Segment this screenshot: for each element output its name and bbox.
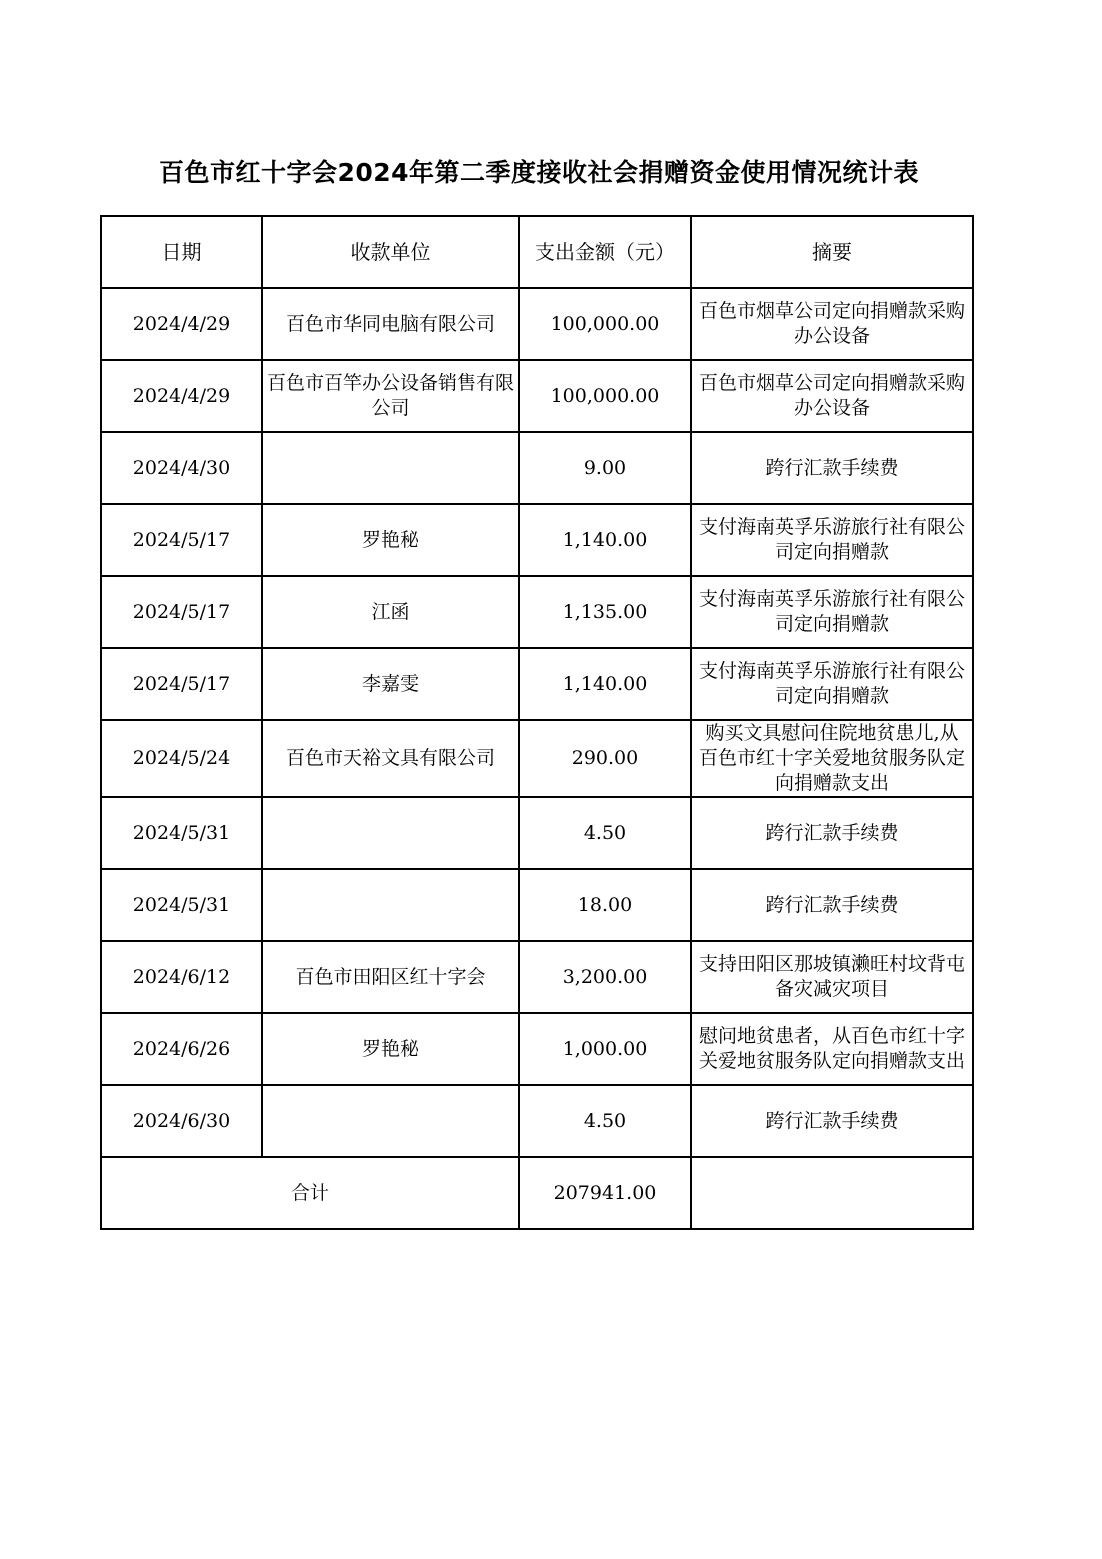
table-row bbox=[101, 1013, 973, 1085]
cell-date: 2024/5/24 bbox=[101, 720, 262, 797]
cell-date: 2024/6/26 bbox=[101, 1013, 262, 1085]
header-amount: 支出金额（元） bbox=[519, 216, 691, 288]
total-row bbox=[101, 1157, 973, 1229]
cell-payee: 百色市天裕文具有限公司 bbox=[262, 720, 519, 797]
table-header-row bbox=[101, 216, 973, 288]
table-row bbox=[101, 1085, 973, 1157]
table-row bbox=[101, 432, 973, 504]
cell-date: 2024/5/31 bbox=[101, 869, 262, 941]
cell-memo: 购买文具慰问住院地贫患儿,从百色市红十字关爱地贫服务队定向捐赠款支出 bbox=[691, 720, 973, 797]
header-date: 日期 bbox=[101, 216, 262, 288]
cell-date: 2024/6/12 bbox=[101, 941, 262, 1013]
cell-date: 2024/5/17 bbox=[101, 504, 262, 576]
cell-payee: 罗艳秘 bbox=[262, 504, 519, 576]
cell-memo: 百色市烟草公司定向捐赠款采购办公设备 bbox=[691, 288, 973, 360]
cell-amount: 1,000.00 bbox=[519, 1013, 691, 1085]
total-amount: 207941.00 bbox=[519, 1157, 691, 1229]
cell-amount: 290.00 bbox=[519, 720, 691, 797]
cell-amount: 4.50 bbox=[519, 797, 691, 869]
cell-date: 2024/6/30 bbox=[101, 1085, 262, 1157]
header-payee: 收款单位 bbox=[262, 216, 519, 288]
cell-memo: 支付海南英孚乐游旅行社有限公司定向捐赠款 bbox=[691, 648, 973, 720]
page-title: 百色市红十字会2024年第二季度接收社会捐赠资金使用情况统计表 bbox=[158, 158, 920, 187]
cell-amount: 4.50 bbox=[519, 1085, 691, 1157]
cell-payee bbox=[262, 432, 519, 504]
cell-payee: 江函 bbox=[262, 576, 519, 648]
cell-memo: 跨行汇款手续费 bbox=[691, 432, 973, 504]
table-row bbox=[101, 941, 973, 1013]
table-row bbox=[101, 576, 973, 648]
cell-payee bbox=[262, 1085, 519, 1157]
cell-memo: 支付海南英孚乐游旅行社有限公司定向捐赠款 bbox=[691, 576, 973, 648]
table-row bbox=[101, 288, 973, 360]
table-row bbox=[101, 648, 973, 720]
table-row bbox=[101, 504, 973, 576]
table-row bbox=[101, 720, 973, 797]
cell-date: 2024/5/31 bbox=[101, 797, 262, 869]
cell-amount: 1,140.00 bbox=[519, 648, 691, 720]
cell-amount: 1,140.00 bbox=[519, 504, 691, 576]
cell-memo: 支持田阳区那坡镇濑旺村坟背屯备灾减灾项目 bbox=[691, 941, 973, 1013]
cell-amount: 9.00 bbox=[519, 432, 691, 504]
cell-date: 2024/4/29 bbox=[101, 288, 262, 360]
cell-date: 2024/5/17 bbox=[101, 648, 262, 720]
cell-payee: 百色市田阳区红十字会 bbox=[262, 941, 519, 1013]
header-memo: 摘要 bbox=[691, 216, 973, 288]
cell-memo: 慰问地贫患者，从百色市红十字关爱地贫服务队定向捐赠款支出 bbox=[691, 1013, 973, 1085]
cell-date: 2024/5/17 bbox=[101, 576, 262, 648]
cell-amount: 18.00 bbox=[519, 869, 691, 941]
cell-amount: 100,000.00 bbox=[519, 288, 691, 360]
cell-memo: 跨行汇款手续费 bbox=[691, 797, 973, 869]
cell-payee: 李嘉雯 bbox=[262, 648, 519, 720]
cell-payee bbox=[262, 797, 519, 869]
cell-memo: 跨行汇款手续费 bbox=[691, 1085, 973, 1157]
cell-amount: 100,000.00 bbox=[519, 360, 691, 432]
cell-payee bbox=[262, 869, 519, 941]
cell-memo: 支付海南英孚乐游旅行社有限公司定向捐赠款 bbox=[691, 504, 973, 576]
cell-memo: 跨行汇款手续费 bbox=[691, 869, 973, 941]
cell-payee: 百色市百竿办公设备销售有限公司 bbox=[262, 360, 519, 432]
total-label: 合计 bbox=[101, 1157, 519, 1229]
donation-usage-table bbox=[100, 215, 974, 1230]
table-row bbox=[101, 360, 973, 432]
cell-amount: 3,200.00 bbox=[519, 941, 691, 1013]
cell-date: 2024/4/30 bbox=[101, 432, 262, 504]
total-memo bbox=[691, 1157, 973, 1229]
cell-payee: 罗艳秘 bbox=[262, 1013, 519, 1085]
cell-date: 2024/4/29 bbox=[101, 360, 262, 432]
cell-amount: 1,135.00 bbox=[519, 576, 691, 648]
cell-memo: 百色市烟草公司定向捐赠款采购办公设备 bbox=[691, 360, 973, 432]
table-row bbox=[101, 797, 973, 869]
table-row bbox=[101, 869, 973, 941]
cell-payee: 百色市华同电脑有限公司 bbox=[262, 288, 519, 360]
